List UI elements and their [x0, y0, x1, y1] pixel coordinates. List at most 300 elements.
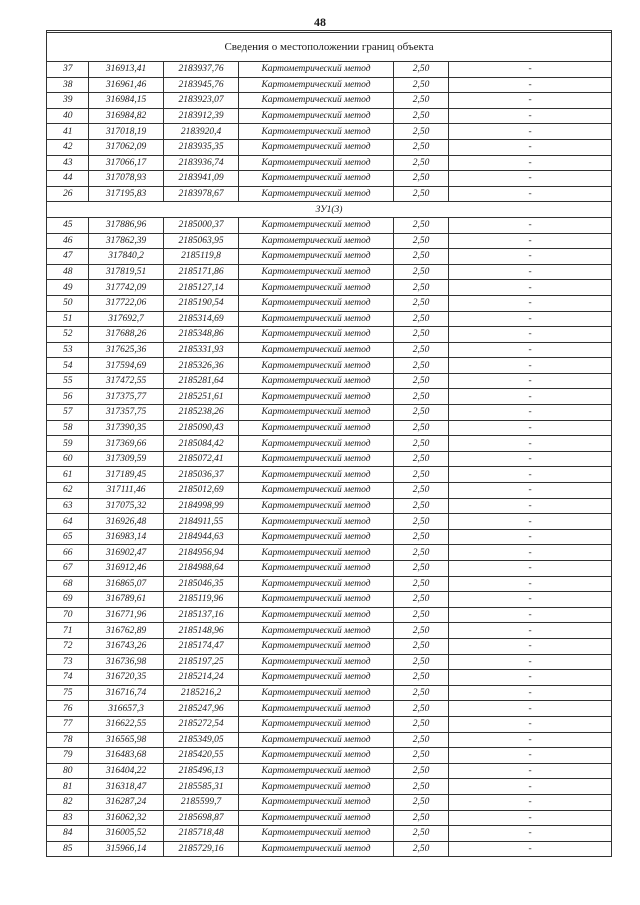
- point-number-cell: 83: [47, 810, 89, 826]
- point-number-cell: 55: [47, 373, 89, 389]
- table-row: [47, 420, 612, 436]
- point-number-cell: 59: [47, 436, 89, 452]
- table-row: [47, 171, 612, 187]
- description-cell: -: [449, 186, 612, 202]
- y-coordinate-cell: 2185000,37: [164, 217, 239, 233]
- table-row: [47, 732, 612, 748]
- table-row: [47, 810, 612, 826]
- precision-cell: 2,50: [394, 77, 449, 93]
- y-coordinate-cell: 2185197,25: [164, 654, 239, 670]
- description-cell: -: [449, 327, 612, 343]
- table-row: [47, 436, 612, 452]
- y-coordinate-cell: 2185190,54: [164, 295, 239, 311]
- point-number-cell: 26: [47, 186, 89, 202]
- table-row: [47, 701, 612, 717]
- point-number-cell: 74: [47, 670, 89, 686]
- table-row: [47, 405, 612, 421]
- method-cell: Картометрический метод: [239, 529, 394, 545]
- method-cell: Картометрический метод: [239, 826, 394, 842]
- precision-cell: 2,50: [394, 108, 449, 124]
- precision-cell: 2,50: [394, 483, 449, 499]
- description-cell: -: [449, 451, 612, 467]
- y-coordinate-cell: 2185036,37: [164, 467, 239, 483]
- table-row: [47, 467, 612, 483]
- section-label: ЗУ1(3): [47, 202, 612, 218]
- point-number-cell: 57: [47, 405, 89, 421]
- y-coordinate-cell: 2185214,24: [164, 670, 239, 686]
- x-coordinate-cell: 316912,46: [89, 561, 164, 577]
- precision-cell: 2,50: [394, 436, 449, 452]
- point-number-cell: 51: [47, 311, 89, 327]
- description-cell: -: [449, 311, 612, 327]
- x-coordinate-cell: 317594,69: [89, 358, 164, 374]
- y-coordinate-cell: 2185174,47: [164, 638, 239, 654]
- precision-cell: 2,50: [394, 327, 449, 343]
- point-number-cell: 62: [47, 483, 89, 499]
- x-coordinate-cell: 317375,77: [89, 389, 164, 405]
- table-row: [47, 826, 612, 842]
- description-cell: -: [449, 93, 612, 109]
- precision-cell: 2,50: [394, 217, 449, 233]
- x-coordinate-cell: 317357,75: [89, 405, 164, 421]
- method-cell: Картометрический метод: [239, 373, 394, 389]
- y-coordinate-cell: 2185046,35: [164, 576, 239, 592]
- table-row: [47, 311, 612, 327]
- x-coordinate-cell: 316622,55: [89, 716, 164, 732]
- precision-cell: 2,50: [394, 358, 449, 374]
- method-cell: Картометрический метод: [239, 638, 394, 654]
- x-coordinate-cell: 316902,47: [89, 545, 164, 561]
- point-number-cell: 49: [47, 280, 89, 296]
- precision-cell: 2,50: [394, 763, 449, 779]
- method-cell: Картометрический метод: [239, 77, 394, 93]
- method-cell: Картометрический метод: [239, 93, 394, 109]
- table-row: [47, 763, 612, 779]
- table-title: Сведения о местоположении границ объекта: [47, 33, 612, 62]
- y-coordinate-cell: 2185698,87: [164, 810, 239, 826]
- x-coordinate-cell: 317066,17: [89, 155, 164, 171]
- x-coordinate-cell: 317742,09: [89, 280, 164, 296]
- table-row: [47, 186, 612, 202]
- table-row: [47, 638, 612, 654]
- description-cell: -: [449, 545, 612, 561]
- description-cell: -: [449, 592, 612, 608]
- precision-cell: 2,50: [394, 389, 449, 405]
- precision-cell: 2,50: [394, 467, 449, 483]
- coordinates-sheet: [46, 30, 611, 857]
- y-coordinate-cell: 2185216,2: [164, 685, 239, 701]
- x-coordinate-cell: 317189,45: [89, 467, 164, 483]
- x-coordinate-cell: 316762,89: [89, 623, 164, 639]
- description-cell: -: [449, 249, 612, 265]
- description-cell: -: [449, 171, 612, 187]
- y-coordinate-cell: 2183936,74: [164, 155, 239, 171]
- y-coordinate-cell: 2183935,35: [164, 139, 239, 155]
- precision-cell: 2,50: [394, 654, 449, 670]
- table-row: [47, 327, 612, 343]
- description-cell: -: [449, 529, 612, 545]
- table-row: [47, 607, 612, 623]
- y-coordinate-cell: 2183941,09: [164, 171, 239, 187]
- point-number-cell: 53: [47, 342, 89, 358]
- y-coordinate-cell: 2183945,76: [164, 77, 239, 93]
- description-cell: -: [449, 638, 612, 654]
- description-cell: -: [449, 561, 612, 577]
- x-coordinate-cell: 317862,39: [89, 233, 164, 249]
- point-number-cell: 43: [47, 155, 89, 171]
- y-coordinate-cell: 2185171,86: [164, 264, 239, 280]
- y-coordinate-cell: 2185148,96: [164, 623, 239, 639]
- y-coordinate-cell: 2185063,95: [164, 233, 239, 249]
- y-coordinate-cell: 2184911,55: [164, 514, 239, 530]
- x-coordinate-cell: 316565,98: [89, 732, 164, 748]
- method-cell: Картометрический метод: [239, 685, 394, 701]
- precision-cell: 2,50: [394, 233, 449, 249]
- x-coordinate-cell: 316657,3: [89, 701, 164, 717]
- x-coordinate-cell: 317819,51: [89, 264, 164, 280]
- description-cell: -: [449, 716, 612, 732]
- x-coordinate-cell: 317688,26: [89, 327, 164, 343]
- table-row: [47, 249, 612, 265]
- point-number-cell: 73: [47, 654, 89, 670]
- method-cell: Картометрический метод: [239, 264, 394, 280]
- precision-cell: 2,50: [394, 171, 449, 187]
- table-row: [47, 77, 612, 93]
- method-cell: Картометрический метод: [239, 841, 394, 857]
- x-coordinate-cell: 317075,32: [89, 498, 164, 514]
- x-coordinate-cell: 317840,2: [89, 249, 164, 265]
- point-number-cell: 72: [47, 638, 89, 654]
- method-cell: Картометрический метод: [239, 327, 394, 343]
- table-row: [47, 561, 612, 577]
- precision-cell: 2,50: [394, 280, 449, 296]
- precision-cell: 2,50: [394, 716, 449, 732]
- y-coordinate-cell: 2185281,64: [164, 373, 239, 389]
- x-coordinate-cell: 315966,14: [89, 841, 164, 857]
- point-number-cell: 46: [47, 233, 89, 249]
- page-number: 48: [314, 15, 326, 29]
- description-cell: -: [449, 77, 612, 93]
- description-cell: -: [449, 483, 612, 499]
- table-row: [47, 779, 612, 795]
- table-row: [47, 670, 612, 686]
- y-coordinate-cell: 2185420,55: [164, 748, 239, 764]
- description-cell: -: [449, 436, 612, 452]
- x-coordinate-cell: 316287,24: [89, 794, 164, 810]
- description-cell: -: [449, 810, 612, 826]
- method-cell: Картометрический метод: [239, 483, 394, 499]
- method-cell: Картометрический метод: [239, 311, 394, 327]
- method-cell: Картометрический метод: [239, 545, 394, 561]
- method-cell: Картометрический метод: [239, 623, 394, 639]
- point-number-cell: 52: [47, 327, 89, 343]
- x-coordinate-cell: 316789,61: [89, 592, 164, 608]
- description-cell: -: [449, 763, 612, 779]
- y-coordinate-cell: 2183920,4: [164, 124, 239, 140]
- y-coordinate-cell: 2183978,67: [164, 186, 239, 202]
- y-coordinate-cell: 2185251,61: [164, 389, 239, 405]
- table-row: [47, 295, 612, 311]
- precision-cell: 2,50: [394, 498, 449, 514]
- x-coordinate-cell: 316926,48: [89, 514, 164, 530]
- description-cell: -: [449, 373, 612, 389]
- method-cell: Картометрический метод: [239, 514, 394, 530]
- method-cell: Картометрический метод: [239, 405, 394, 421]
- table-row: [47, 124, 612, 140]
- point-number-cell: 67: [47, 561, 89, 577]
- method-cell: Картометрический метод: [239, 451, 394, 467]
- method-cell: Картометрический метод: [239, 358, 394, 374]
- precision-cell: 2,50: [394, 62, 449, 78]
- description-cell: -: [449, 826, 612, 842]
- description-cell: -: [449, 467, 612, 483]
- description-cell: -: [449, 748, 612, 764]
- x-coordinate-cell: 316771,96: [89, 607, 164, 623]
- precision-cell: 2,50: [394, 779, 449, 795]
- x-coordinate-cell: 317692,7: [89, 311, 164, 327]
- point-number-cell: 63: [47, 498, 89, 514]
- description-cell: -: [449, 420, 612, 436]
- table-row: [47, 592, 612, 608]
- table-row: [47, 794, 612, 810]
- description-cell: -: [449, 732, 612, 748]
- table-row: [47, 576, 612, 592]
- point-number-cell: 70: [47, 607, 89, 623]
- method-cell: Картометрический метод: [239, 436, 394, 452]
- x-coordinate-cell: 317886,96: [89, 217, 164, 233]
- precision-cell: 2,50: [394, 701, 449, 717]
- table-row: [47, 451, 612, 467]
- description-cell: -: [449, 779, 612, 795]
- x-coordinate-cell: 316984,82: [89, 108, 164, 124]
- table-row: [47, 342, 612, 358]
- precision-cell: 2,50: [394, 561, 449, 577]
- precision-cell: 2,50: [394, 545, 449, 561]
- point-number-cell: 38: [47, 77, 89, 93]
- point-number-cell: 79: [47, 748, 89, 764]
- table-row: [47, 529, 612, 545]
- precision-cell: 2,50: [394, 794, 449, 810]
- method-cell: Картометрический метод: [239, 186, 394, 202]
- method-cell: Картометрический метод: [239, 561, 394, 577]
- description-cell: -: [449, 794, 612, 810]
- method-cell: Картометрический метод: [239, 716, 394, 732]
- table-row: [47, 62, 612, 78]
- method-cell: Картометрический метод: [239, 748, 394, 764]
- x-coordinate-cell: 317195,83: [89, 186, 164, 202]
- precision-cell: 2,50: [394, 826, 449, 842]
- method-cell: Картометрический метод: [239, 779, 394, 795]
- point-number-cell: 81: [47, 779, 89, 795]
- description-cell: -: [449, 514, 612, 530]
- y-coordinate-cell: 2185247,96: [164, 701, 239, 717]
- table-row: [47, 623, 612, 639]
- table-row: [47, 716, 612, 732]
- table-row: [47, 498, 612, 514]
- x-coordinate-cell: 316404,22: [89, 763, 164, 779]
- y-coordinate-cell: 2185119,8: [164, 249, 239, 265]
- precision-cell: 2,50: [394, 607, 449, 623]
- method-cell: Картометрический метод: [239, 108, 394, 124]
- description-cell: -: [449, 841, 612, 857]
- x-coordinate-cell: 316961,46: [89, 77, 164, 93]
- method-cell: Картометрический метод: [239, 139, 394, 155]
- description-cell: -: [449, 701, 612, 717]
- precision-cell: 2,50: [394, 93, 449, 109]
- y-coordinate-cell: 2184944,63: [164, 529, 239, 545]
- table-row: [47, 264, 612, 280]
- precision-cell: 2,50: [394, 124, 449, 140]
- precision-cell: 2,50: [394, 732, 449, 748]
- description-cell: -: [449, 576, 612, 592]
- x-coordinate-cell: 316720,35: [89, 670, 164, 686]
- point-number-cell: 48: [47, 264, 89, 280]
- method-cell: Картометрический метод: [239, 124, 394, 140]
- method-cell: Картометрический метод: [239, 342, 394, 358]
- method-cell: Картометрический метод: [239, 467, 394, 483]
- y-coordinate-cell: 2185585,31: [164, 779, 239, 795]
- y-coordinate-cell: 2185314,69: [164, 311, 239, 327]
- x-coordinate-cell: 316983,14: [89, 529, 164, 545]
- method-cell: Картометрический метод: [239, 389, 394, 405]
- y-coordinate-cell: 2185599,7: [164, 794, 239, 810]
- point-number-cell: 41: [47, 124, 89, 140]
- description-cell: -: [449, 405, 612, 421]
- point-number-cell: 42: [47, 139, 89, 155]
- table-row: [47, 483, 612, 499]
- table-row: [47, 373, 612, 389]
- x-coordinate-cell: 317472,55: [89, 373, 164, 389]
- point-number-cell: 37: [47, 62, 89, 78]
- point-number-cell: 68: [47, 576, 89, 592]
- point-number-cell: 77: [47, 716, 89, 732]
- description-cell: -: [449, 108, 612, 124]
- x-coordinate-cell: 316865,07: [89, 576, 164, 592]
- method-cell: Картометрический метод: [239, 249, 394, 265]
- x-coordinate-cell: 316483,68: [89, 748, 164, 764]
- x-coordinate-cell: 316736,98: [89, 654, 164, 670]
- y-coordinate-cell: 2185137,16: [164, 607, 239, 623]
- x-coordinate-cell: 317369,66: [89, 436, 164, 452]
- point-number-cell: 85: [47, 841, 89, 857]
- x-coordinate-cell: 317111,46: [89, 483, 164, 499]
- y-coordinate-cell: 2185272,54: [164, 716, 239, 732]
- method-cell: Картометрический метод: [239, 295, 394, 311]
- point-number-cell: 64: [47, 514, 89, 530]
- precision-cell: 2,50: [394, 342, 449, 358]
- table-row: [47, 389, 612, 405]
- description-cell: -: [449, 358, 612, 374]
- description-cell: -: [449, 295, 612, 311]
- precision-cell: 2,50: [394, 311, 449, 327]
- x-coordinate-cell: 317062,09: [89, 139, 164, 155]
- y-coordinate-cell: 2185718,48: [164, 826, 239, 842]
- y-coordinate-cell: 2185331,93: [164, 342, 239, 358]
- precision-cell: 2,50: [394, 670, 449, 686]
- precision-cell: 2,50: [394, 186, 449, 202]
- y-coordinate-cell: 2185729,16: [164, 841, 239, 857]
- table-row: [47, 280, 612, 296]
- y-coordinate-cell: 2183937,76: [164, 62, 239, 78]
- y-coordinate-cell: 2185326,36: [164, 358, 239, 374]
- table-row: [47, 108, 612, 124]
- description-cell: -: [449, 654, 612, 670]
- precision-cell: 2,50: [394, 155, 449, 171]
- precision-cell: 2,50: [394, 576, 449, 592]
- description-cell: -: [449, 498, 612, 514]
- y-coordinate-cell: 2183912,39: [164, 108, 239, 124]
- point-number-cell: 69: [47, 592, 89, 608]
- x-coordinate-cell: 317625,36: [89, 342, 164, 358]
- precision-cell: 2,50: [394, 841, 449, 857]
- point-number-cell: 80: [47, 763, 89, 779]
- y-coordinate-cell: 2185349,05: [164, 732, 239, 748]
- precision-cell: 2,50: [394, 748, 449, 764]
- method-cell: Картометрический метод: [239, 607, 394, 623]
- method-cell: Картометрический метод: [239, 62, 394, 78]
- description-cell: -: [449, 155, 612, 171]
- x-coordinate-cell: 317078,93: [89, 171, 164, 187]
- x-coordinate-cell: 316913,41: [89, 62, 164, 78]
- table-row: [47, 514, 612, 530]
- description-cell: -: [449, 217, 612, 233]
- description-cell: -: [449, 62, 612, 78]
- y-coordinate-cell: 2184988,64: [164, 561, 239, 577]
- table-row: [47, 841, 612, 857]
- table-row: [47, 233, 612, 249]
- x-coordinate-cell: 316005,52: [89, 826, 164, 842]
- method-cell: Картометрический метод: [239, 171, 394, 187]
- method-cell: Картометрический метод: [239, 217, 394, 233]
- y-coordinate-cell: 2185084,42: [164, 436, 239, 452]
- x-coordinate-cell: 316716,74: [89, 685, 164, 701]
- x-coordinate-cell: 316743,26: [89, 638, 164, 654]
- point-number-cell: 75: [47, 685, 89, 701]
- description-cell: -: [449, 342, 612, 358]
- table-row: [47, 748, 612, 764]
- method-cell: Картометрический метод: [239, 280, 394, 296]
- description-cell: -: [449, 280, 612, 296]
- table-row: [47, 685, 612, 701]
- method-cell: Картометрический метод: [239, 420, 394, 436]
- description-cell: -: [449, 124, 612, 140]
- point-number-cell: 56: [47, 389, 89, 405]
- point-number-cell: 82: [47, 794, 89, 810]
- description-cell: -: [449, 685, 612, 701]
- precision-cell: 2,50: [394, 264, 449, 280]
- description-cell: -: [449, 139, 612, 155]
- method-cell: Картометрический метод: [239, 233, 394, 249]
- table-row: [47, 217, 612, 233]
- point-number-cell: 60: [47, 451, 89, 467]
- point-number-cell: 84: [47, 826, 89, 842]
- precision-cell: 2,50: [394, 249, 449, 265]
- description-cell: -: [449, 389, 612, 405]
- method-cell: Картометрический метод: [239, 732, 394, 748]
- table-row: [47, 139, 612, 155]
- precision-cell: 2,50: [394, 514, 449, 530]
- table-title-row: [47, 33, 612, 62]
- description-cell: -: [449, 264, 612, 280]
- point-number-cell: 58: [47, 420, 89, 436]
- method-cell: Картометрический метод: [239, 701, 394, 717]
- table-row: [47, 545, 612, 561]
- point-number-cell: 78: [47, 732, 89, 748]
- section-row: [47, 202, 612, 218]
- table-row: [47, 358, 612, 374]
- method-cell: Картометрический метод: [239, 654, 394, 670]
- method-cell: Картометрический метод: [239, 155, 394, 171]
